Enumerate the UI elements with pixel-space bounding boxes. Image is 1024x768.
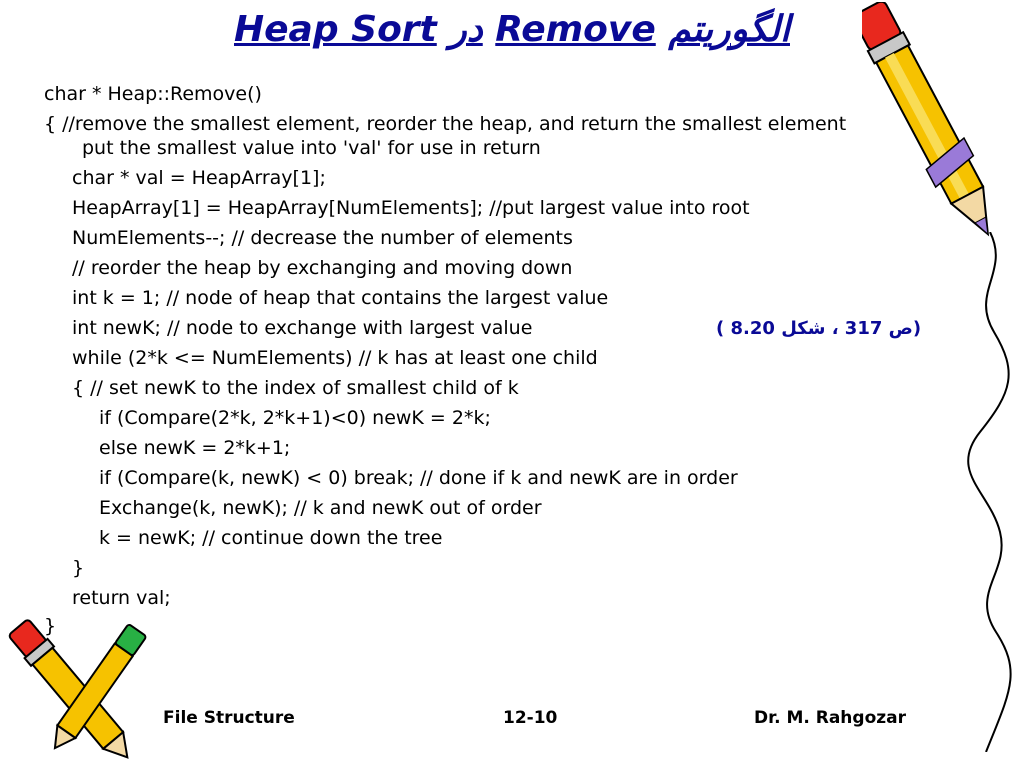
code-line: } xyxy=(44,615,57,637)
code-line: } xyxy=(72,557,85,579)
code-line: k = newK; // continue down the tree xyxy=(99,527,443,549)
code-line: { //remove the smallest element, reorder the heap, and return the smallest element xyxy=(44,113,847,135)
code-line: // reorder the heap by exchanging and moving down xyxy=(72,257,573,279)
code-line: return val; xyxy=(72,587,171,609)
footer-author: Dr. M. Rahgozar xyxy=(754,708,907,728)
reference-note: (ص 317 ، شکل 8.20 ) xyxy=(716,318,922,339)
code-line: put the smallest value into 'val' for use in return xyxy=(82,137,541,159)
footer-page: 12-10 xyxy=(503,708,558,728)
code-line: NumElements--; // decrease the number of elements xyxy=(72,227,573,249)
code-line: int newK; // node to exchange with largest value xyxy=(72,317,533,339)
code-line: Exchange(k, newK); // k and newK out of order xyxy=(99,497,542,519)
pencil-icon xyxy=(0,612,160,768)
title-part-2: در xyxy=(449,9,483,50)
squiggle-line xyxy=(950,232,1020,752)
code-line: HeapArray[1] = HeapArray[NumElements]; //put largest value into root xyxy=(72,197,750,219)
code-line: int k = 1; // node of heap that contains the largest value xyxy=(72,287,609,309)
title-part-3: Remove xyxy=(495,9,656,50)
code-line: char * Heap::Remove() xyxy=(44,83,262,105)
code-line: if (Compare(k, newK) < 0) break; // done if k and newK are in order xyxy=(99,467,738,489)
code-line: while (2*k <= NumElements) // k has at least one child xyxy=(72,347,598,369)
footer-course: File Structure xyxy=(163,708,295,728)
title-part-4: الگوریتم xyxy=(668,9,790,50)
code-line: char * val = HeapArray[1]; xyxy=(72,167,326,189)
code-line: else newK = 2*k+1; xyxy=(99,437,291,459)
code-line: { // set newK to the index of smallest child of k xyxy=(72,377,519,399)
title-part-1: Heap Sort xyxy=(234,9,437,50)
code-line: if (Compare(2*k, 2*k+1)<0) newK = 2*k; xyxy=(99,407,491,429)
pencil-icon xyxy=(862,2,1000,248)
